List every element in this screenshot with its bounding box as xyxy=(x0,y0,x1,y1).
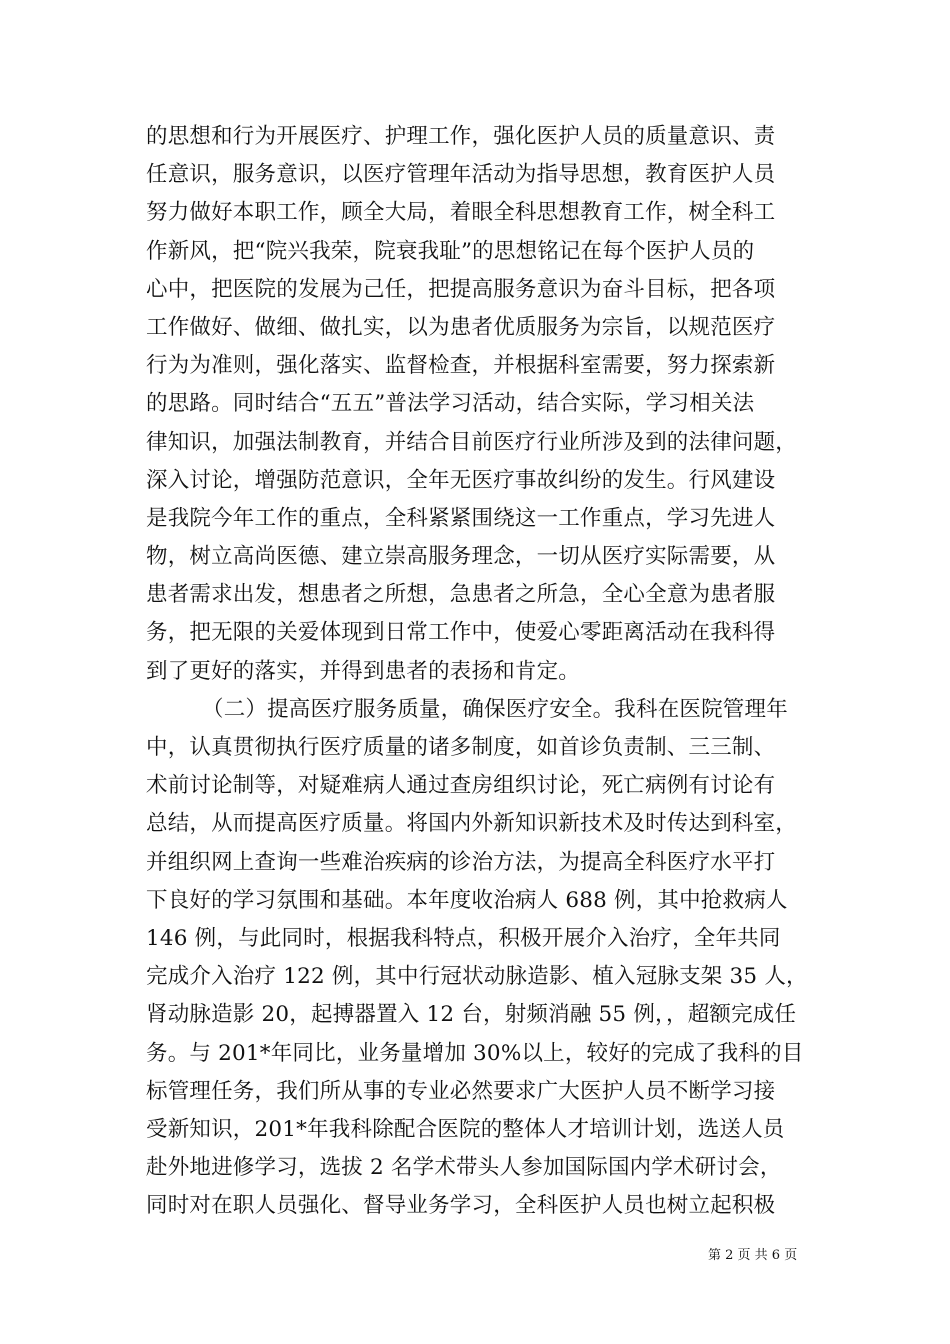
text-line: 工作做好、做细、做扎实，以为患者优质服务为宗旨，以规范医疗 xyxy=(146,314,776,340)
text-line: 146 例，与此同时，根据我科特点，积极开展介入治疗，全年共同 xyxy=(146,925,781,951)
text-line: 中，认真贯彻执行医疗质量的诸多制度，如首诊负责制、三三制、 xyxy=(146,735,776,760)
text-line: 并组织网上查询一些难治疾病的诊治方法，为提高全科医疗水平打 xyxy=(146,849,776,875)
text-line: 同时对在职人员强化、督导业务学习，全科医护人员也树立起积极 xyxy=(146,1193,776,1219)
text-line: 物，树立高尚医德、建立崇高服务理念，一切从医疗实际需要，从 xyxy=(146,544,776,570)
text-line: 完成介入治疗 122 例，其中行冠状动脉造影、植入冠脉支架 35 人， xyxy=(146,964,808,990)
page-number-footer: 第 2 页 共 6 页 xyxy=(708,1248,798,1263)
text-line: 作新风，把“院兴我荣，院衰我耻”的思想铭记在每个医护人员的 xyxy=(146,238,755,264)
section-heading-line: （二）提高医疗服务质量，确保医疗安全。我科在医院管理年 xyxy=(202,696,788,722)
text-line: 深入讨论，增强防范意识，全年无医疗事故纠纷的发生。行风建设 xyxy=(146,467,776,493)
text-line: 下良好的学习氛围和基础。本年度收治病人 688 例，其中抢救病人 xyxy=(146,887,788,913)
text-line: 行为为准则，强化落实、监督检查，并根据科室需要，努力探索新 xyxy=(146,353,776,379)
text-line: 是我院今年工作的重点，全科紧紧围绕这一工作重点，学习先进人 xyxy=(146,505,776,531)
text-line: 务，把无限的关爱体现到日常工作中，使爱心零距离活动在我科得 xyxy=(146,620,776,646)
text-line: 任意识，服务意识，以医疗管理年活动为指导思想，教育医护人员 xyxy=(146,162,776,188)
text-line: 患者需求出发，想患者之所想，急患者之所急，全心全意为患者服 xyxy=(146,582,776,608)
text-line: 律知识，加强法制教育，并结合目前医疗行业所涉及到的法律问题， xyxy=(146,429,798,455)
text-line: 努力做好本职工作，顾全大局，着眼全科思想教育工作，树全科工 xyxy=(146,200,776,226)
text-line: 的思路。同时结合“五五”普法学习活动，结合实际，学习相关法 xyxy=(146,391,755,417)
text-line: 务。与 201*年同比，业务量增加 30%以上，较好的完成了我科的目 xyxy=(146,1040,804,1066)
text-line: 总结，从而提高医疗质量。将国内外新知识新技术及时传达到科室， xyxy=(146,811,798,837)
text-line: 肾动脉造影 20，起搏器置入 12 台，射频消融 55 例，，超额完成任 xyxy=(146,1002,797,1028)
text-line: 赴外地进修学习，选拔 2 名学术带头人参加国际国内学术研讨会， xyxy=(146,1155,782,1181)
text-line: 到了更好的落实，并得到患者的表扬和肯定。 xyxy=(146,658,581,684)
text-line: 心中，把医院的发展为己任，把提高服务意识为奋斗目标，把各项 xyxy=(146,276,776,302)
text-line: 标管理任务，我们所从事的专业必然要求广大医护人员不断学习接 xyxy=(146,1078,776,1104)
text-line: 的思想和行为开展医疗、护理工作，强化医护人员的质量意识、责 xyxy=(146,124,776,149)
text-line: 术前讨论制等，对疑难病人通过查房组织讨论，死亡病例有讨论有 xyxy=(146,773,776,799)
text-line: 受新知识，201*年我科除配合医院的整体人才培训计划，选送人员 xyxy=(146,1116,785,1142)
body-text xyxy=(146,118,806,1225)
